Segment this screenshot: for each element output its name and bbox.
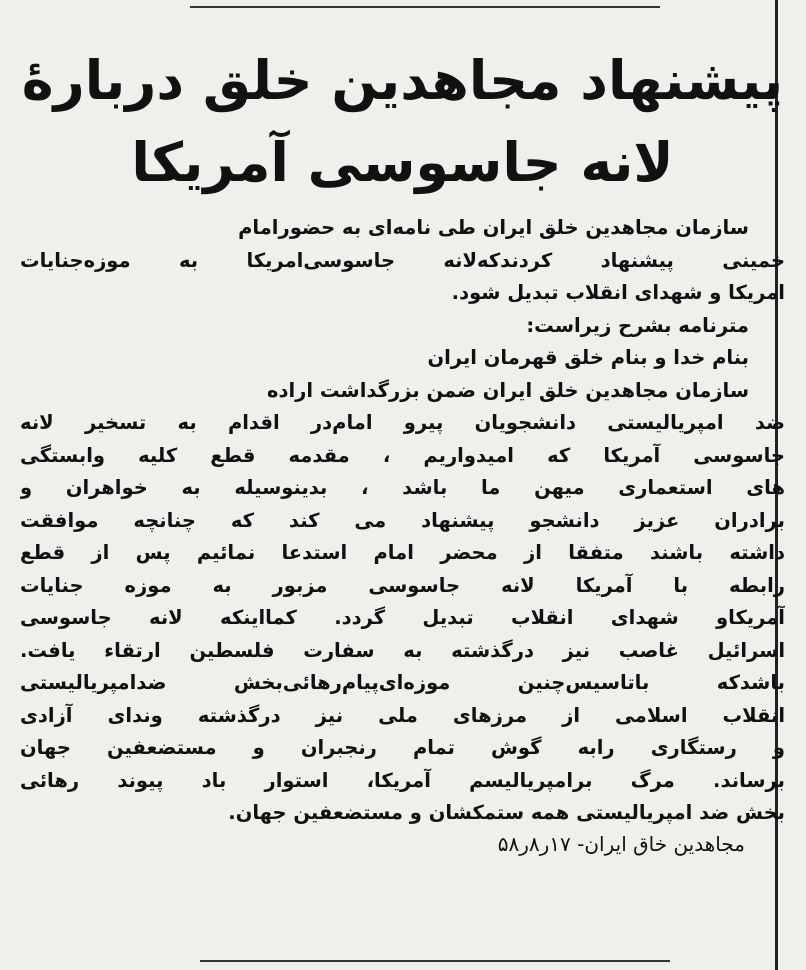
body-line: آمریکاو شهدای انقلاب تبدیل گردد. کمااینکه لانه جاسوسی — [20, 606, 785, 629]
body-line: بنام خدا و بنام خلق قهرمان ایران — [427, 346, 749, 369]
headline-line-2: لانه جاسوسی آمریکا — [131, 131, 674, 194]
body-line: رابطه با آمریکا لانه جاسوسی مزبور به موزه جنایات — [20, 573, 785, 597]
body-line: اسرائیل غاصب نیز درگذشته به سفارت فلسطین ارتقاء یافت. — [20, 638, 785, 662]
body-line: برساند. مرگ برامپریالیسم آمریکا، استوار باد پیوند رهائی — [20, 768, 785, 792]
body-line: سازمان مجاهدین خلق ایران طی نامه‌ای به حضورامام — [238, 216, 749, 239]
body-line: ضد امپریالیستی دانشجویان پیرو امام‌در اقدام به تسخیر لانه — [20, 411, 785, 434]
article-body — [20, 212, 785, 830]
body-line: سازمان مجاهدین خلق ایران ضمن بزرگداشت اراده — [266, 378, 749, 402]
top-rule — [190, 6, 660, 8]
bottom-rule — [200, 960, 670, 962]
body-line: انقلاب اسلامی از مرزهای ملی نیز درگذشته وندای آزادی — [20, 703, 785, 727]
body-line: امریکا و شهدای انقلاب تبدیل شود. — [451, 281, 785, 304]
body-line: بخش ضد امپریالیستی همه ستمکشان و مستضعفین جهان. — [228, 801, 785, 824]
body-line: داشته باشند متفقا از محضر امام استدعا نمائیم پس از قطع — [20, 541, 785, 564]
body-line: باشدکه باتاسیس‌چنین موزه‌ای‌پیام‌رهائی‌بخش ضدامپریالیستی — [20, 671, 785, 694]
body-line: برادران عزیز دانشجو پیشنهاد می کند که چنانچه موافقت — [20, 508, 785, 532]
headline — [20, 40, 785, 204]
body-line: مترنامه بشرح زیراست: — [526, 313, 749, 337]
body-line: و رستگاری رابه گوش تمام رنجبران و مستضعفین جهان — [20, 736, 785, 759]
signature: مجاهدین خاق ایران- ۱۷ر۸ر۵۸ — [497, 831, 745, 856]
body-line: خمینی پیشنهاد کردندکه‌لانه جاسوسی‌امریکا به موزه‌جنایات — [20, 248, 785, 272]
headline-line-1: پیشنهاد مجاهدین خلق دربارهٔ — [21, 49, 784, 112]
body-line: های استعماری میهن ما باشد ، بدینوسیله به خواهران و — [20, 476, 785, 499]
article — [20, 40, 785, 856]
body-line: جاسوسی آمریکا که امیدواریم ، مقدمه قطع کلیه وابستگی — [20, 443, 785, 467]
